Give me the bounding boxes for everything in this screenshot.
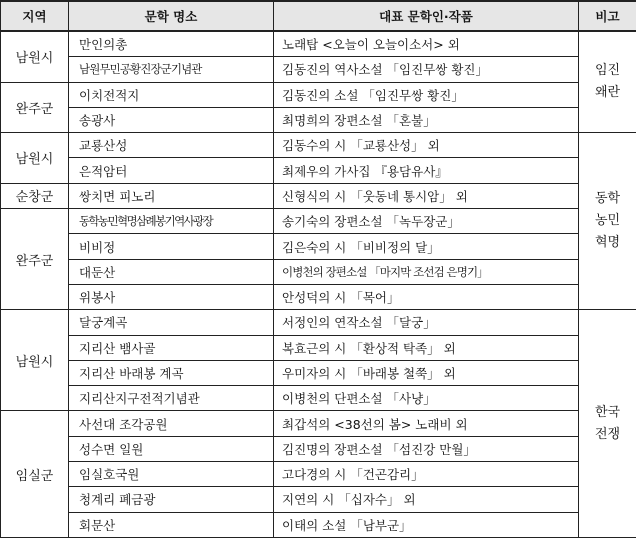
work-cell: 송기숙의 장편소설 「녹두장군」 bbox=[274, 209, 579, 234]
header-work: 대표 문학인·작품 bbox=[274, 1, 579, 31]
work-cell: 지연의 시 「십자수」 외 bbox=[274, 487, 579, 512]
region-cell: 순창군 bbox=[1, 183, 69, 208]
place-cell: 쌍치면 피노리 bbox=[69, 183, 274, 208]
place-cell: 달궁계곡 bbox=[69, 310, 274, 335]
place-cell: 비비정 bbox=[69, 234, 274, 259]
note-cell: 임진 왜란 bbox=[579, 31, 636, 133]
table-row bbox=[1, 487, 636, 512]
region-cell: 완주군 bbox=[1, 209, 69, 310]
work-cell: 복효근의 시 「환상적 탁족」 외 bbox=[274, 335, 579, 360]
table-row bbox=[1, 436, 636, 461]
place-cell: 은적암터 bbox=[69, 158, 274, 183]
table-row bbox=[1, 107, 636, 132]
work-cell: 우미자의 시 「바래봉 철쭉」 외 bbox=[274, 360, 579, 385]
work-cell: 김동진의 소설 「임진무쌍 황진」 bbox=[274, 82, 579, 107]
work-cell: 서정인의 연작소설 「달궁」 bbox=[274, 310, 579, 335]
table-row bbox=[1, 310, 636, 335]
place-cell: 성수면 일원 bbox=[69, 436, 274, 461]
region-cell: 완주군 bbox=[1, 82, 69, 133]
table-row bbox=[1, 411, 636, 436]
table-row bbox=[1, 209, 636, 234]
place-cell: 남원무민공황진장군기념관 bbox=[69, 57, 274, 82]
table-row bbox=[1, 158, 636, 183]
place-cell: 지리산지구전적기념관 bbox=[69, 386, 274, 411]
work-cell: 최제우의 가사집 『용담유사』 bbox=[274, 158, 579, 183]
note-cell: 동학 농민 혁명 bbox=[579, 133, 636, 310]
table-row bbox=[1, 82, 636, 107]
region-cell: 남원시 bbox=[1, 31, 69, 82]
place-cell: 송광사 bbox=[69, 107, 274, 132]
place-cell: 지리산 뱀사골 bbox=[69, 335, 274, 360]
table-row bbox=[1, 57, 636, 82]
work-cell: 이병천의 장편소설 「마지막 조선검 은명기」 bbox=[274, 259, 579, 284]
table-row bbox=[1, 133, 636, 158]
work-cell: 김동수의 시 「교룡산성」 외 bbox=[274, 133, 579, 158]
table-row bbox=[1, 234, 636, 259]
table-row bbox=[1, 31, 636, 57]
table-row bbox=[1, 259, 636, 284]
header-region: 지역 bbox=[1, 1, 69, 31]
place-cell: 임실호국원 bbox=[69, 462, 274, 487]
region-cell: 남원시 bbox=[1, 310, 69, 411]
work-cell: 안성덕의 시 「목어」 bbox=[274, 284, 579, 309]
place-cell: 만인의총 bbox=[69, 31, 274, 57]
table-row bbox=[1, 462, 636, 487]
table-row bbox=[1, 183, 636, 208]
place-cell: 위봉사 bbox=[69, 284, 274, 309]
region-cell: 남원시 bbox=[1, 133, 69, 184]
work-cell: 이병천의 단편소설 「사냥」 bbox=[274, 386, 579, 411]
place-cell: 지리산 바래봉 계곡 bbox=[69, 360, 274, 385]
place-cell: 동학농민혁명삼례봉기역사광장 bbox=[69, 209, 274, 234]
header-note: 비고 bbox=[579, 1, 636, 31]
table-row bbox=[1, 360, 636, 385]
work-cell: 신형식의 시 「웃동네 통시암」 외 bbox=[274, 183, 579, 208]
table-row bbox=[1, 512, 636, 537]
table-row bbox=[1, 335, 636, 360]
work-cell: 김동진의 역사소설 「임진무쌍 황진」 bbox=[274, 57, 579, 82]
place-cell: 청계리 폐금광 bbox=[69, 487, 274, 512]
work-cell: 김은숙의 시 「비비정의 달」 bbox=[274, 234, 579, 259]
table-row bbox=[1, 284, 636, 309]
place-cell: 대둔산 bbox=[69, 259, 274, 284]
work-cell: 최명희의 장편소설 「혼불」 bbox=[274, 107, 579, 132]
work-cell: 최갑석의 <38선의 봄> 노래비 외 bbox=[274, 411, 579, 436]
note-cell: 한국 전쟁 bbox=[579, 310, 636, 538]
work-cell: 김진명의 장편소설 「섬진강 만월」 bbox=[274, 436, 579, 461]
place-cell: 이치전적지 bbox=[69, 82, 274, 107]
place-cell: 교룡산성 bbox=[69, 133, 274, 158]
header-row bbox=[1, 1, 636, 31]
work-cell: 노래탑 <오늘이 오늘이소서> 외 bbox=[274, 31, 579, 57]
header-place: 문학 명소 bbox=[69, 1, 274, 31]
place-cell: 사선대 조각공원 bbox=[69, 411, 274, 436]
table-row bbox=[1, 386, 636, 411]
place-cell: 회문산 bbox=[69, 512, 274, 537]
work-cell: 이태의 소설 「남부군」 bbox=[274, 512, 579, 537]
work-cell: 고다경의 시 「건곤감리」 bbox=[274, 462, 579, 487]
region-cell: 임실군 bbox=[1, 411, 69, 537]
